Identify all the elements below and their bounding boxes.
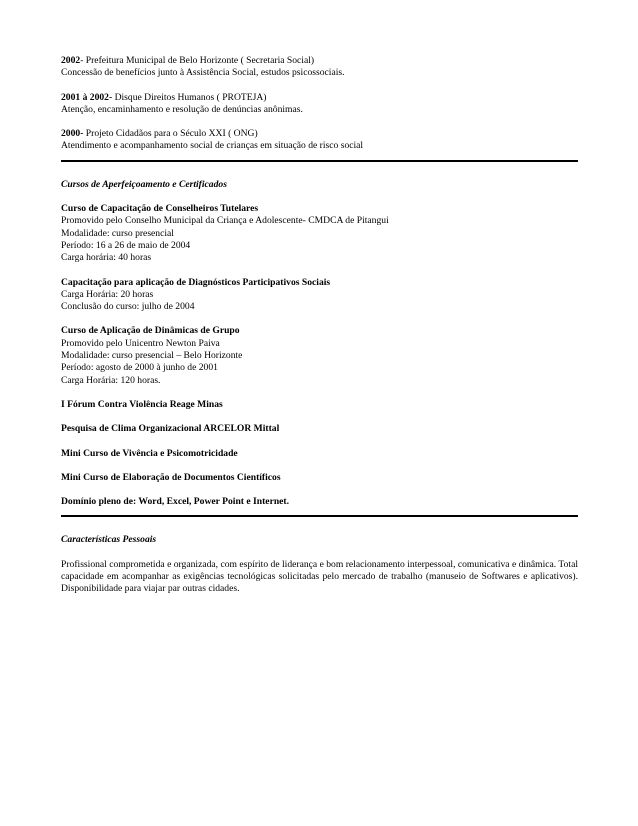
spacer — [61, 460, 578, 472]
course-item — [61, 277, 578, 314]
course-detail: Promovido pelo Unicentro Newton Paiva — [61, 337, 220, 349]
experience-heading — [61, 92, 578, 104]
course-name: Domínio pleno de: Word, Excel, Power Point e Internet. — [61, 496, 290, 508]
experience-item — [61, 55, 578, 80]
course-item — [61, 203, 578, 264]
spacer — [61, 116, 578, 128]
section-divider — [61, 515, 578, 517]
course-name: Capacitação para aplicação de Diagnósticos Participativos Sociais — [61, 276, 331, 288]
course-name: Mini Curso de Vivência e Psicomotricidade — [61, 447, 238, 459]
course-name: Pesquisa de Clima Organizacional ARCELOR Mittal — [61, 423, 280, 435]
experience-org: Projeto Cidadãos para o Século XXI ( ONG) — [83, 128, 258, 140]
spacer — [61, 547, 578, 559]
courses-section-title: Cursos de Aperfeiçoamento e Certificados — [61, 178, 227, 190]
experience-period: 2000- — [61, 128, 84, 140]
personal-text: Profissional comprometida e organizada, com espírito de liderança e bom relacionamento interpessoal, comunicativa e dinâmica. Total capacidade em acompanhar as exigências tecnológicas solicitadas pelo mercado de trabalho (manuseio de Softwares e aplicativos). Disponibilidade para viajar par outras cidades. — [61, 558, 578, 595]
spacer — [61, 313, 578, 325]
course-name: Curso de Aplicação de Dinâmicas de Grupo — [61, 325, 240, 337]
course-name: Mini Curso de Elaboração de Documentos Científicos — [61, 471, 281, 483]
experience-org: Disque Direitos Humanos ( PROTEJA) — [112, 91, 267, 103]
course-detail: Período: 16 a 26 de maio de 2004 — [61, 239, 191, 251]
spacer — [61, 265, 578, 277]
course-detail: Modalidade: curso presencial — [61, 227, 174, 239]
section-divider — [61, 160, 578, 162]
experience-item — [61, 92, 578, 117]
experience-desc: Atendimento e acompanhamento social de crianças em situação de risco social — [61, 140, 364, 152]
course-item — [61, 325, 578, 386]
spacer — [61, 191, 578, 203]
course-detail: Período: agosto de 2000 à junho de 2001 — [61, 362, 218, 374]
course-detail: Promovido pelo Conselho Municipal da Criança e Adolescente- CMDCA de Pitangui — [61, 215, 389, 227]
spacer — [61, 411, 578, 423]
experience-org: - Prefeitura Municipal de Belo Horizonte ( Secretaria Social) — [80, 55, 315, 66]
spacer — [61, 387, 578, 399]
spacer — [61, 80, 578, 92]
course-detail: Modalidade: curso presencial – Belo Horizonte — [61, 350, 243, 362]
spacer — [61, 436, 578, 448]
experience-item — [61, 128, 578, 153]
experience-desc: Concessão de benefícios junto à Assistência Social, estudos psicossociais. — [61, 67, 345, 79]
experience-period: 2002 — [61, 55, 81, 66]
course-detail: Carga Horária: 20 horas — [61, 288, 154, 300]
course-name: Curso de Capacitação de Conselheiros Tutelares — [61, 203, 259, 215]
course-name: I Fórum Contra Violência Reage Minas — [61, 398, 223, 410]
experience-heading — [61, 55, 578, 67]
experience-heading — [61, 128, 578, 140]
experience-period: 2001 à 2002- — [61, 91, 113, 103]
experience-desc: Atenção, encaminhamento e resolução de denúncias anônimas. — [61, 103, 303, 115]
personal-section-title: Características Pessoais — [61, 534, 157, 546]
resume-content — [61, 55, 578, 596]
course-detail: Conclusão do curso: julho de 2004 — [61, 301, 195, 313]
spacer — [61, 484, 578, 496]
course-detail: Carga horária: 40 horas — [61, 252, 152, 264]
course-detail: Carga Horária: 120 horas. — [61, 374, 161, 386]
